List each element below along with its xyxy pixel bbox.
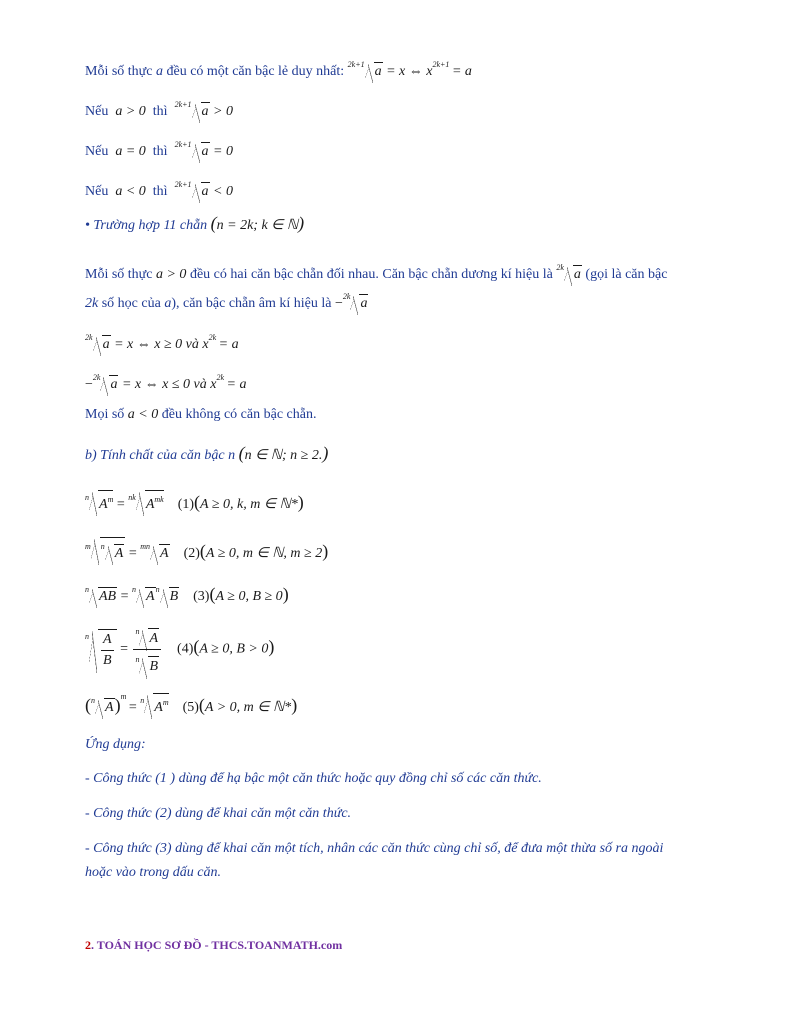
bullet-icon: • bbox=[85, 218, 90, 233]
applications-heading: Ứng dụng: bbox=[85, 737, 146, 752]
case-negative: Nếu a < 0 thì $^{2k+1}$ a < 0 bbox=[85, 180, 233, 199]
even-case-heading: • Trường hợp 11 chẵn (n = 2k; k ∈ ℕ) bbox=[85, 213, 305, 233]
text: Nếu bbox=[85, 144, 109, 159]
even-negative-formula: −$^{2k}$ a = x ⇔ x ≤ 0 và $x^{2k} = a$ bbox=[85, 373, 247, 392]
minus-sign: − bbox=[334, 296, 343, 311]
footer-text: . TOÁN HỌC SƠ ĐỒ - THCS.TOANMATH.com bbox=[91, 938, 343, 952]
no-even-root-statement bbox=[85, 406, 316, 424]
text: Nếu bbox=[85, 104, 109, 119]
result: < 0 bbox=[209, 184, 233, 199]
property-4: $^n$ $\frac{A}{B}$ = $\frac{^n A}{^n B}$ (4)(A ≥ 0, B > 0) bbox=[85, 622, 274, 677]
formula-part: = x ⇔ x ≤ 0 và x bbox=[118, 377, 217, 392]
property-label: (5) bbox=[182, 700, 199, 715]
formula-part: = x ⇔ x ≥ 0 và x bbox=[110, 337, 209, 352]
application-2: - Công thức (2) dùng để khai căn một căn thức. bbox=[85, 806, 352, 821]
text: Mỗi số thực bbox=[85, 64, 156, 79]
property-label: (3) bbox=[193, 589, 210, 604]
text: đều có một căn bậc lẻ duy nhất: bbox=[162, 64, 348, 79]
text: Nếu bbox=[85, 184, 109, 199]
heading-text: b) Tính chất của căn bậc n bbox=[85, 448, 239, 463]
exponent: 2k+1 bbox=[432, 60, 450, 69]
property-3: $^n$ AB = $^n$ $A^n$ B (3)(A ≥ 0, B ≥ 0) bbox=[85, 584, 289, 604]
odd-root-formula: $^{2k+1}$ a = x ⇔ $x^{2k+1} = a$ bbox=[347, 60, 472, 79]
formula-part: = a bbox=[448, 64, 472, 79]
even-root-paragraph-line1: Mỗi số thực a > 0 đều có hai căn bậc chẵn đối nhau. Căn bậc chẵn dương kí hiệu là $^{2k}$ a (gọi là căn bậc bbox=[85, 263, 668, 282]
formula-part: = a bbox=[223, 377, 247, 392]
text: 2k bbox=[85, 296, 99, 311]
case-zero: Nếu a = 0 thì $^{2k+1}$ a = 0 bbox=[85, 140, 233, 159]
text: thì bbox=[152, 144, 168, 159]
application-1: - Công thức (1 ) dùng để hạ bậc một căn thức hoặc quy đồng chỉ số các căn thức. bbox=[85, 771, 542, 786]
result: > 0 bbox=[209, 104, 233, 119]
exponent: 2k bbox=[216, 373, 225, 382]
text: ), căn bậc chẵn âm kí hiệu là bbox=[171, 296, 335, 311]
properties-heading: b) Tính chất của căn bậc n (n ∈ ℕ; n ≥ 2.) bbox=[85, 443, 329, 463]
condition: a > 0 bbox=[155, 267, 187, 282]
property-condition: A > 0, m ∈ ℕ* bbox=[204, 700, 292, 715]
condition: a = 0 bbox=[115, 144, 146, 159]
text: đều có hai căn bậc chẵn đối nhau. Căn bậc chẵn dương kí hiệu là bbox=[186, 267, 557, 282]
text: a bbox=[164, 296, 172, 311]
page-number: 2 bbox=[85, 938, 91, 952]
formula-part: = a bbox=[215, 337, 239, 352]
property-condition: A ≥ 0, m ∈ ℕ, m ≥ 2 bbox=[205, 546, 323, 561]
property-label: (4) bbox=[177, 641, 194, 657]
result: = 0 bbox=[209, 144, 233, 159]
property-condition: A ≥ 0, B > 0 bbox=[199, 641, 269, 657]
var-a: a bbox=[155, 64, 163, 79]
property-1: $^n$ $A^m = ^{nk}$ $A^{mk}$ (1)(A ≥ 0, k, m ∈ ℕ*) bbox=[85, 492, 304, 512]
property-5: ($^n$ A)$^m$ = $^n$ $A^m$ (5)(A > 0, m ∈ ℕ*) bbox=[85, 692, 298, 715]
property-label: (2) bbox=[183, 546, 200, 561]
formula-part: = x ⇔ x bbox=[382, 64, 433, 79]
case-condition: n = 2k; k ∈ ℕ bbox=[216, 218, 299, 233]
property-condition: A ≥ 0, k, m ∈ ℕ* bbox=[200, 497, 298, 512]
even-root-paragraph-line2: 2k số học của a), căn bậc chẵn âm kí hiệu là −$^{2k}$ a bbox=[85, 292, 368, 311]
text: thì bbox=[152, 184, 168, 199]
case-label: Trường hợp 11 chẵn bbox=[93, 218, 208, 233]
text: Mỗi số thực bbox=[85, 267, 156, 282]
case-positive: Nếu a > 0 thì $^{2k+1}$ a > 0 bbox=[85, 100, 233, 119]
condition: a < 0 bbox=[127, 407, 159, 422]
application-3-line2: hoặc vào trong dấu căn. bbox=[85, 865, 221, 880]
property-condition: A ≥ 0, B ≥ 0 bbox=[215, 589, 283, 604]
text: số học của bbox=[98, 296, 165, 311]
heading-condition: n ∈ ℕ; n ≥ 2. bbox=[244, 448, 323, 463]
text: thì bbox=[152, 104, 168, 119]
even-positive-formula: $^{2k}$ a = x ⇔ x ≥ 0 và $x^{2k} = a$ bbox=[85, 333, 239, 352]
text: (gọi là căn bậc bbox=[581, 267, 668, 282]
page-footer bbox=[85, 938, 342, 953]
text: Mọi số bbox=[85, 407, 128, 422]
text: đều không có căn bậc chẵn. bbox=[158, 407, 317, 422]
property-2: $^m$ $^n$ A = $^{mn}$ A (2)(A ≥ 0, m ∈ ℕ, m ≥ 2) bbox=[85, 537, 328, 563]
odd-root-statement bbox=[85, 56, 472, 81]
condition: a < 0 bbox=[115, 184, 146, 199]
condition: a > 0 bbox=[115, 104, 146, 119]
application-3-line1: - Công thức (3) dùng để khai căn một tích, nhân các căn thức cùng chỉ số, để đưa một thừa số ra ngoài bbox=[85, 841, 664, 856]
exponent: 2k bbox=[208, 333, 217, 342]
property-label: (1) bbox=[177, 497, 195, 512]
